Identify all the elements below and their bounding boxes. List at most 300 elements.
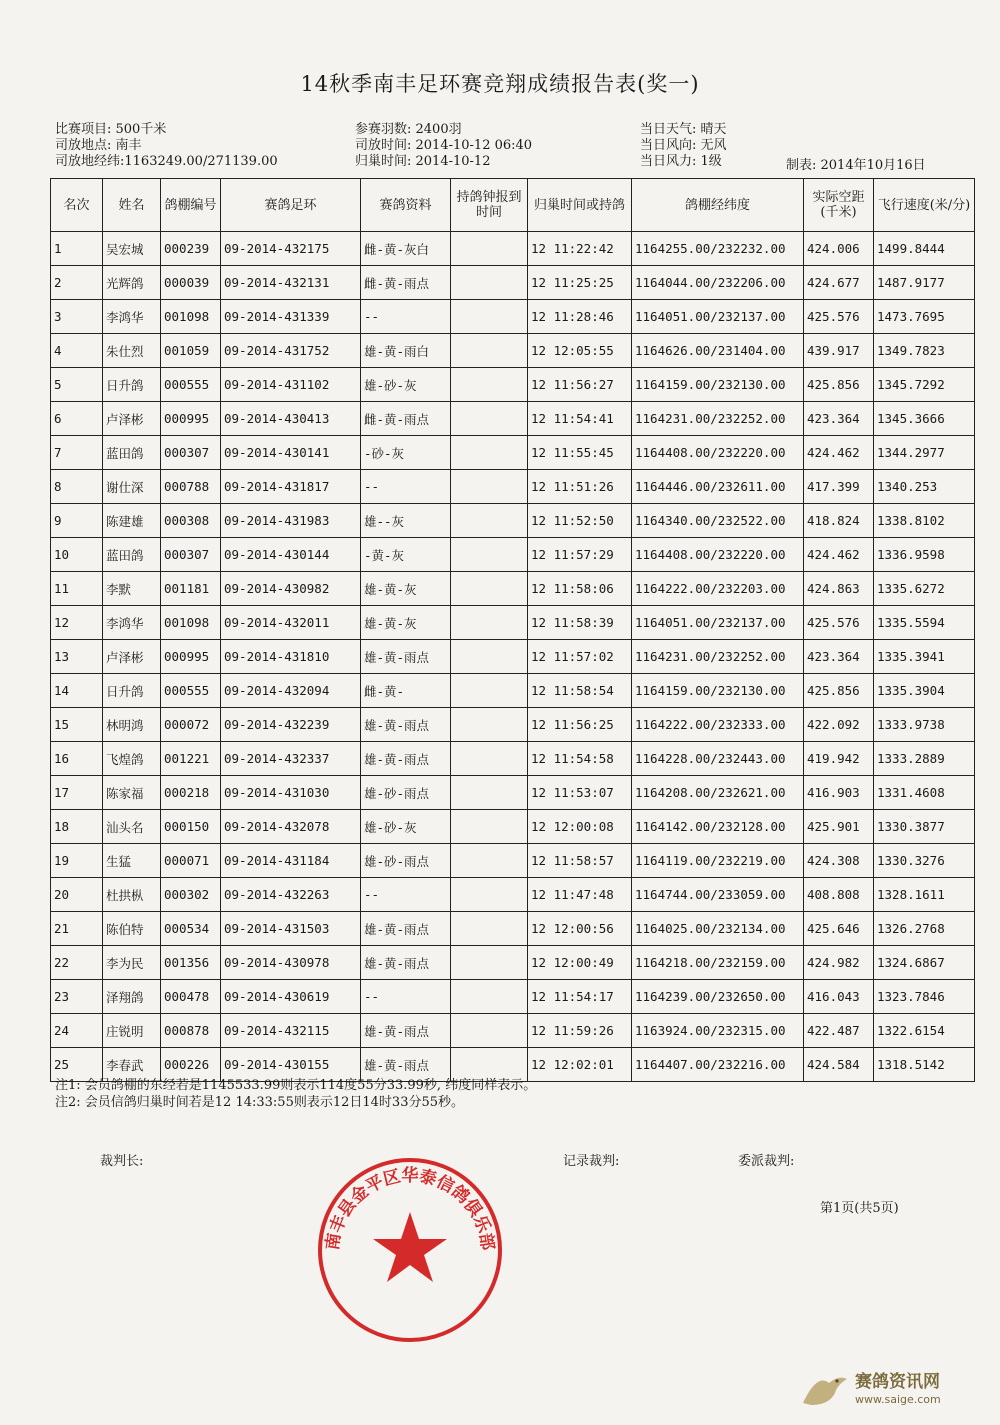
name-cell: 李为民 [103, 946, 161, 980]
coords-cell: 1163924.00/232315.00 [632, 1014, 804, 1048]
loft-id-cell: 000150 [161, 810, 221, 844]
name-cell: 李默 [103, 572, 161, 606]
rank-cell: 12 [51, 606, 103, 640]
clock-time-cell [451, 300, 528, 334]
loft-id-cell: 001221 [161, 742, 221, 776]
weather-field: 当日天气: 晴天 [640, 122, 727, 137]
clock-time-cell [451, 470, 528, 504]
loft-id-cell: 000478 [161, 980, 221, 1014]
bird-info-cell: 雄-砂-雨点 [361, 844, 451, 878]
clock-time-cell [451, 232, 528, 266]
rank-cell: 3 [51, 300, 103, 334]
arrival-time-cell: 12 11:58:54 [528, 674, 632, 708]
release-time-field: 司放时间: 2014-10-12 06:40 [355, 138, 533, 153]
ring-cell: 09-2014-430982 [221, 572, 361, 606]
coords-cell: 1164222.00/232203.00 [632, 572, 804, 606]
release-coords-field: 司放地经纬:1163249.00/271139.00 [55, 154, 278, 169]
clock-time-cell [451, 776, 528, 810]
clock-time-cell [451, 606, 528, 640]
loft-id-cell: 000218 [161, 776, 221, 810]
loft-id-cell: 000788 [161, 470, 221, 504]
clock-time-cell [451, 402, 528, 436]
arrival-time-cell: 12 11:57:02 [528, 640, 632, 674]
table-row [51, 470, 975, 504]
arrival-time-cell: 12 11:54:17 [528, 980, 632, 1014]
clock-time-cell [451, 844, 528, 878]
clock-time-cell [451, 878, 528, 912]
arrival-time-cell: 12 11:57:29 [528, 538, 632, 572]
distance-cell: 423.364 [804, 640, 874, 674]
name-cell: 日升鸽 [103, 368, 161, 402]
ring-cell: 09-2014-432131 [221, 266, 361, 300]
bird-info-cell: 雄-黄-雨点 [361, 708, 451, 742]
distance-cell: 439.917 [804, 334, 874, 368]
distance-cell: 424.308 [804, 844, 874, 878]
column-header: 赛鸽足环 [221, 179, 361, 232]
wind-force-field: 当日风力: 1级 [640, 154, 722, 169]
distance-cell: 424.677 [804, 266, 874, 300]
bird-info-cell: 雄-黄-雨点 [361, 1048, 451, 1082]
ring-cell: 09-2014-431983 [221, 504, 361, 538]
name-cell: 汕头名 [103, 810, 161, 844]
name-cell: 杜拱枞 [103, 878, 161, 912]
seal-star-icon [373, 1212, 447, 1282]
rank-cell: 21 [51, 912, 103, 946]
results-table [50, 178, 975, 1082]
seal-graphic [310, 1150, 510, 1350]
distance-cell: 425.576 [804, 300, 874, 334]
coords-cell: 1164222.00/232333.00 [632, 708, 804, 742]
distance-cell: 422.487 [804, 1014, 874, 1048]
clock-time-cell [451, 266, 528, 300]
coords-cell: 1164119.00/232219.00 [632, 844, 804, 878]
pigeon-logo-icon [799, 1369, 851, 1411]
distance-cell: 416.043 [804, 980, 874, 1014]
column-header: 姓名 [103, 179, 161, 232]
table-row [51, 844, 975, 878]
name-cell: 卢泽彬 [103, 402, 161, 436]
arrival-time-cell: 12 11:54:41 [528, 402, 632, 436]
rank-cell: 23 [51, 980, 103, 1014]
clock-time-cell [451, 742, 528, 776]
table-row [51, 912, 975, 946]
ring-cell: 09-2014-432115 [221, 1014, 361, 1048]
ring-cell: 09-2014-432263 [221, 878, 361, 912]
name-cell: 蓝田鸽 [103, 538, 161, 572]
coords-cell: 1164408.00/232220.00 [632, 436, 804, 470]
name-cell: 卢泽彬 [103, 640, 161, 674]
speed-cell: 1349.7823 [874, 334, 975, 368]
speed-cell: 1335.5594 [874, 606, 975, 640]
ring-cell: 09-2014-432011 [221, 606, 361, 640]
speed-cell: 1338.8102 [874, 504, 975, 538]
table-row [51, 300, 975, 334]
loft-id-cell: 000226 [161, 1048, 221, 1082]
name-cell: 李春武 [103, 1048, 161, 1082]
speed-cell: 1344.2977 [874, 436, 975, 470]
event-field: 比赛项目: 500千米 [55, 122, 167, 137]
rank-cell: 19 [51, 844, 103, 878]
ring-cell: 09-2014-430155 [221, 1048, 361, 1082]
table-row [51, 504, 975, 538]
rank-cell: 24 [51, 1014, 103, 1048]
loft-id-cell: 001059 [161, 334, 221, 368]
name-cell: 李鸿华 [103, 300, 161, 334]
name-cell: 陈伯特 [103, 912, 161, 946]
distance-cell: 416.903 [804, 776, 874, 810]
table-row [51, 946, 975, 980]
bird-info-cell: 雄-黄-雨点 [361, 742, 451, 776]
distance-cell: 423.364 [804, 402, 874, 436]
table-row [51, 878, 975, 912]
coords-cell: 1164142.00/232128.00 [632, 810, 804, 844]
arrival-time-cell: 12 12:00:49 [528, 946, 632, 980]
name-cell: 日升鸽 [103, 674, 161, 708]
table-row [51, 640, 975, 674]
clock-time-cell [451, 572, 528, 606]
rank-cell: 6 [51, 402, 103, 436]
coords-cell: 1164626.00/231404.00 [632, 334, 804, 368]
arrival-time-cell: 12 11:58:39 [528, 606, 632, 640]
loft-id-cell: 001356 [161, 946, 221, 980]
arrival-time-cell: 12 11:58:06 [528, 572, 632, 606]
table-row [51, 708, 975, 742]
clock-time-cell [451, 810, 528, 844]
distance-cell: 424.462 [804, 436, 874, 470]
speed-cell: 1330.3276 [874, 844, 975, 878]
loft-id-cell: 000307 [161, 436, 221, 470]
table-row [51, 368, 975, 402]
rank-cell: 22 [51, 946, 103, 980]
rank-cell: 17 [51, 776, 103, 810]
delegate-signature-label: 委派裁判: [738, 1154, 795, 1169]
distance-cell: 425.576 [804, 606, 874, 640]
distance-cell: 425.856 [804, 674, 874, 708]
loft-id-cell: 000534 [161, 912, 221, 946]
name-cell: 朱仕烈 [103, 334, 161, 368]
rank-cell: 20 [51, 878, 103, 912]
bird-info-cell: 雄-黄-灰 [361, 572, 451, 606]
column-header: 持鸽钟报到时间 [451, 179, 528, 232]
name-cell: 泽翔鸽 [103, 980, 161, 1014]
table-row [51, 606, 975, 640]
bird-info-cell: 雌-黄- [361, 674, 451, 708]
speed-cell: 1335.3941 [874, 640, 975, 674]
speed-cell: 1499.8444 [874, 232, 975, 266]
table-row [51, 674, 975, 708]
clock-time-cell [451, 1014, 528, 1048]
coords-cell: 1164044.00/232206.00 [632, 266, 804, 300]
speed-cell: 1487.9177 [874, 266, 975, 300]
table-row [51, 266, 975, 300]
bird-info-cell: -- [361, 980, 451, 1014]
name-cell: 陈家福 [103, 776, 161, 810]
arrival-time-cell: 12 11:59:26 [528, 1014, 632, 1048]
coords-cell: 1164208.00/232621.00 [632, 776, 804, 810]
name-cell: 谢仕深 [103, 470, 161, 504]
ring-cell: 09-2014-431810 [221, 640, 361, 674]
table-row [51, 402, 975, 436]
distance-cell: 424.006 [804, 232, 874, 266]
arrival-time-cell: 12 11:56:25 [528, 708, 632, 742]
speed-cell: 1324.6867 [874, 946, 975, 980]
clock-time-cell [451, 504, 528, 538]
distance-cell: 408.808 [804, 878, 874, 912]
speed-cell: 1345.7292 [874, 368, 975, 402]
notes [55, 1077, 536, 1111]
clock-time-cell [451, 640, 528, 674]
bird-info-cell: -黄-灰 [361, 538, 451, 572]
bird-info-cell: 雄-砂-雨点 [361, 776, 451, 810]
ring-cell: 09-2014-430619 [221, 980, 361, 1014]
clock-time-cell [451, 436, 528, 470]
birds-field: 参赛羽数: 2400羽 [355, 122, 462, 137]
ring-cell: 09-2014-431817 [221, 470, 361, 504]
name-cell: 吴宏城 [103, 232, 161, 266]
ring-cell: 09-2014-430144 [221, 538, 361, 572]
ring-cell: 09-2014-432337 [221, 742, 361, 776]
coords-cell: 1164446.00/232611.00 [632, 470, 804, 504]
table-row [51, 810, 975, 844]
bird-info-cell: -砂-灰 [361, 436, 451, 470]
arrival-time-cell: 12 11:28:46 [528, 300, 632, 334]
speed-cell: 1340.253 [874, 470, 975, 504]
distance-cell: 424.982 [804, 946, 874, 980]
loft-id-cell: 000878 [161, 1014, 221, 1048]
loft-id-cell: 000239 [161, 232, 221, 266]
bird-info-cell: 雄--灰 [361, 504, 451, 538]
loft-id-cell: 000071 [161, 844, 221, 878]
speed-cell: 1328.1611 [874, 878, 975, 912]
loft-id-cell: 001098 [161, 606, 221, 640]
coords-cell: 1164231.00/232252.00 [632, 640, 804, 674]
coords-cell: 1164407.00/232216.00 [632, 1048, 804, 1082]
rank-cell: 10 [51, 538, 103, 572]
rank-cell: 4 [51, 334, 103, 368]
speed-cell: 1323.7846 [874, 980, 975, 1014]
seal-text: 南丰县金平区华泰信鸽俱乐部 [322, 1166, 498, 1252]
distance-cell: 424.584 [804, 1048, 874, 1082]
report-title: 14秋季南丰足环赛竞翔成绩报告表(奖一) [300, 72, 700, 96]
ring-cell: 09-2014-430141 [221, 436, 361, 470]
bird-info-cell: 雄-黄-雨点 [361, 640, 451, 674]
bird-info-cell: 雄-砂-灰 [361, 810, 451, 844]
arrival-time-cell: 12 11:58:57 [528, 844, 632, 878]
table-row [51, 334, 975, 368]
name-cell: 李鸿华 [103, 606, 161, 640]
ring-cell: 09-2014-432175 [221, 232, 361, 266]
bird-info-cell: 雄-黄-灰 [361, 606, 451, 640]
table-row [51, 742, 975, 776]
recorder-signature-label: 记录裁判: [563, 1154, 620, 1169]
arrival-time-cell: 12 12:02:01 [528, 1048, 632, 1082]
table-row [51, 980, 975, 1014]
rank-cell: 11 [51, 572, 103, 606]
speed-cell: 1333.2889 [874, 742, 975, 776]
bird-info-cell: 雄-黄-雨白 [361, 334, 451, 368]
ring-cell: 09-2014-431030 [221, 776, 361, 810]
bird-info-cell: 雌-黄-雨点 [361, 402, 451, 436]
column-header: 鸽棚编号 [161, 179, 221, 232]
speed-cell: 1335.3904 [874, 674, 975, 708]
arrival-time-cell: 12 11:52:50 [528, 504, 632, 538]
bird-info-cell: 雄-砂-灰 [361, 368, 451, 402]
loft-id-cell: 000302 [161, 878, 221, 912]
speed-cell: 1336.9598 [874, 538, 975, 572]
bird-info-cell: 雄-黄-雨点 [361, 912, 451, 946]
meta-column-right [640, 122, 727, 170]
speed-cell: 1322.6154 [874, 1014, 975, 1048]
arrival-time-cell: 12 11:55:45 [528, 436, 632, 470]
clock-time-cell [451, 538, 528, 572]
speed-cell: 1330.3877 [874, 810, 975, 844]
ring-cell: 09-2014-432078 [221, 810, 361, 844]
loft-id-cell: 000555 [161, 368, 221, 402]
referee-signature-label: 裁判长: [100, 1154, 144, 1169]
table-row [51, 232, 975, 266]
rank-cell: 2 [51, 266, 103, 300]
coords-cell: 1164255.00/232232.00 [632, 232, 804, 266]
note-1: 注1: 会员鸽棚的东经若是1145533.99则表示114度55分33.99秒, 纬度同样表示。 [55, 1078, 537, 1093]
speed-cell: 1326.2768 [874, 912, 975, 946]
coords-cell: 1164231.00/232252.00 [632, 402, 804, 436]
bird-info-cell: -- [361, 300, 451, 334]
distance-cell: 417.399 [804, 470, 874, 504]
coords-cell: 1164744.00/233059.00 [632, 878, 804, 912]
clock-time-cell [451, 674, 528, 708]
column-header: 实际空距(千米) [804, 179, 874, 232]
name-cell: 林明鸿 [103, 708, 161, 742]
loft-id-cell: 000039 [161, 266, 221, 300]
arrival-time-cell: 12 12:00:56 [528, 912, 632, 946]
watermark-url: www.saige.com [855, 1393, 941, 1406]
ring-cell: 09-2014-432239 [221, 708, 361, 742]
rank-cell: 5 [51, 368, 103, 402]
clock-time-cell [451, 946, 528, 980]
arrival-time-cell: 12 12:00:08 [528, 810, 632, 844]
name-cell: 庄锐明 [103, 1014, 161, 1048]
name-cell: 蓝田鸽 [103, 436, 161, 470]
bird-info-cell: -- [361, 878, 451, 912]
speed-cell: 1335.6272 [874, 572, 975, 606]
distance-cell: 424.863 [804, 572, 874, 606]
coords-cell: 1164051.00/232137.00 [632, 606, 804, 640]
arrival-time-cell: 12 12:05:55 [528, 334, 632, 368]
column-header: 归巢时间或持鸽 [528, 179, 632, 232]
meta-column-left [55, 122, 278, 170]
table-body [51, 232, 975, 1082]
watermark-name: 赛鸽资讯网 [855, 1372, 940, 1392]
column-header: 名次 [51, 179, 103, 232]
name-cell: 生猛 [103, 844, 161, 878]
rank-cell: 1 [51, 232, 103, 266]
bird-info-cell: 雄-黄-雨点 [361, 1014, 451, 1048]
column-header: 飞行速度(米/分) [874, 179, 975, 232]
distance-cell: 425.856 [804, 368, 874, 402]
loft-id-cell: 000995 [161, 402, 221, 436]
ring-cell: 09-2014-431339 [221, 300, 361, 334]
rank-cell: 25 [51, 1048, 103, 1082]
rank-cell: 14 [51, 674, 103, 708]
bird-info-cell: 雌-黄-灰白 [361, 232, 451, 266]
return-time-field: 归巢时间: 2014-10-12 [355, 154, 491, 169]
table-row [51, 436, 975, 470]
column-header: 赛鸽资料 [361, 179, 451, 232]
release-place-field: 司放地点: 南丰 [55, 138, 142, 153]
rank-cell: 9 [51, 504, 103, 538]
clock-time-cell [451, 708, 528, 742]
coords-cell: 1164159.00/232130.00 [632, 674, 804, 708]
ring-cell: 09-2014-430413 [221, 402, 361, 436]
speed-cell: 1345.3666 [874, 402, 975, 436]
loft-id-cell: 000555 [161, 674, 221, 708]
clock-time-cell [451, 368, 528, 402]
table-row [51, 538, 975, 572]
wind-direction-field: 当日风向: 无风 [640, 138, 727, 153]
arrival-time-cell: 12 11:47:48 [528, 878, 632, 912]
name-cell: 陈建雄 [103, 504, 161, 538]
ring-cell: 09-2014-430978 [221, 946, 361, 980]
table-row [51, 572, 975, 606]
page-number: 第1页(共5页) [820, 1201, 899, 1216]
bird-info-cell: 雄-黄-雨点 [361, 946, 451, 980]
loft-id-cell: 001098 [161, 300, 221, 334]
arrival-time-cell: 12 11:51:26 [528, 470, 632, 504]
speed-cell: 1331.4608 [874, 776, 975, 810]
loft-id-cell: 000072 [161, 708, 221, 742]
coords-cell: 1164051.00/232137.00 [632, 300, 804, 334]
rank-cell: 16 [51, 742, 103, 776]
name-cell: 飞煌鸽 [103, 742, 161, 776]
coords-cell: 1164408.00/232220.00 [632, 538, 804, 572]
clock-time-cell [451, 980, 528, 1014]
arrival-time-cell: 12 11:22:42 [528, 232, 632, 266]
bird-info-cell: -- [361, 470, 451, 504]
distance-cell: 425.901 [804, 810, 874, 844]
table-row [51, 776, 975, 810]
rank-cell: 7 [51, 436, 103, 470]
clock-time-cell [451, 912, 528, 946]
name-cell: 光辉鸽 [103, 266, 161, 300]
distance-cell: 419.942 [804, 742, 874, 776]
arrival-time-cell: 12 11:54:58 [528, 742, 632, 776]
meta-column-middle [355, 122, 532, 170]
distance-cell: 418.824 [804, 504, 874, 538]
coords-cell: 1164228.00/232443.00 [632, 742, 804, 776]
loft-id-cell: 001181 [161, 572, 221, 606]
column-header: 鸽棚经纬度 [632, 179, 804, 232]
ring-cell: 09-2014-431184 [221, 844, 361, 878]
coords-cell: 1164239.00/232650.00 [632, 980, 804, 1014]
clock-time-cell [451, 334, 528, 368]
table-row [51, 1014, 975, 1048]
arrival-time-cell: 12 11:56:27 [528, 368, 632, 402]
coords-cell: 1164025.00/232134.00 [632, 912, 804, 946]
distance-cell: 422.092 [804, 708, 874, 742]
rank-cell: 18 [51, 810, 103, 844]
loft-id-cell: 000995 [161, 640, 221, 674]
ring-cell: 09-2014-431752 [221, 334, 361, 368]
loft-id-cell: 000308 [161, 504, 221, 538]
rank-cell: 13 [51, 640, 103, 674]
arrival-time-cell: 12 11:25:25 [528, 266, 632, 300]
coords-cell: 1164218.00/232159.00 [632, 946, 804, 980]
note-2: 注2: 会员信鸽归巢时间若是12 14:33:55则表示12日14时33分55秒。 [55, 1095, 465, 1110]
ring-cell: 09-2014-431102 [221, 368, 361, 402]
speed-cell: 1473.7695 [874, 300, 975, 334]
distance-cell: 425.646 [804, 912, 874, 946]
table-header-row [51, 179, 975, 232]
